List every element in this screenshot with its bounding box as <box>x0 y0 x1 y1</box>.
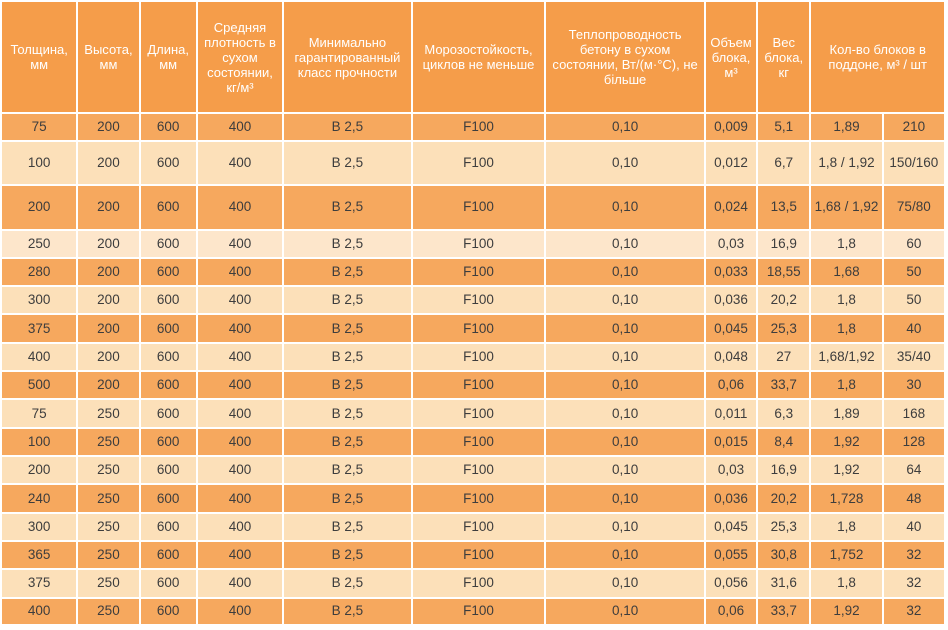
cell-height: 200 <box>78 287 138 313</box>
cell-length: 600 <box>141 599 196 624</box>
cell-block-volume: 0,03 <box>706 231 756 257</box>
cell-pallet-volume: 1,8 <box>811 570 881 596</box>
cell-frost-resistance: F100 <box>413 485 545 511</box>
cell-height: 250 <box>78 599 138 624</box>
cell-density: 400 <box>198 344 282 370</box>
cell-block-weight: 30,8 <box>758 542 809 568</box>
cell-block-volume: 0,036 <box>706 287 756 313</box>
cell-block-weight: 18,55 <box>758 259 809 285</box>
cell-block-volume: 0,045 <box>706 514 756 540</box>
cell-thickness: 250 <box>2 231 76 257</box>
cell-pallet-count: 32 <box>884 542 944 568</box>
cell-block-weight: 6,7 <box>758 142 809 184</box>
cell-pallet-volume: 1,752 <box>811 542 881 568</box>
cell-thermal-conductivity: 0,10 <box>546 114 704 140</box>
cell-block-volume: 0,06 <box>706 599 756 624</box>
table-row <box>2 142 944 184</box>
cell-frost-resistance: F100 <box>413 372 545 398</box>
cell-length: 600 <box>141 142 196 184</box>
col-block-volume-header: Объем блока, м³ <box>706 2 756 112</box>
cell-block-weight: 25,3 <box>758 514 809 540</box>
cell-thermal-conductivity: 0,10 <box>546 485 704 511</box>
cell-block-volume: 0,055 <box>706 542 756 568</box>
cell-strength-class: В 2,5 <box>284 599 411 624</box>
col-density-header: Средняя плотность в сухом состоянии, кг/м³ <box>198 2 282 112</box>
cell-density: 400 <box>198 142 282 184</box>
table-row <box>2 542 944 568</box>
cell-density: 400 <box>198 372 282 398</box>
cell-length: 600 <box>141 344 196 370</box>
cell-pallet-volume: 1,68 <box>811 259 881 285</box>
cell-thickness: 100 <box>2 429 76 455</box>
table-row <box>2 287 944 313</box>
cell-block-volume: 0,012 <box>706 142 756 184</box>
cell-strength-class: В 2,5 <box>284 231 411 257</box>
cell-block-weight: 33,7 <box>758 372 809 398</box>
cell-pallet-count: 40 <box>884 315 944 341</box>
cell-strength-class: В 2,5 <box>284 570 411 596</box>
cell-strength-class: В 2,5 <box>284 186 411 228</box>
cell-pallet-volume: 1,89 <box>811 400 881 426</box>
cell-length: 600 <box>141 485 196 511</box>
cell-block-weight: 13,5 <box>758 186 809 228</box>
cell-pallet-volume: 1,68 / 1,92 <box>811 186 881 228</box>
cell-height: 250 <box>78 542 138 568</box>
cell-pallet-volume: 1,8 <box>811 315 881 341</box>
col-blocks-per-pallet-header: Кол-во блоков в поддоне, м³ / шт <box>811 2 944 112</box>
cell-thermal-conductivity: 0,10 <box>546 186 704 228</box>
cell-thermal-conductivity: 0,10 <box>546 429 704 455</box>
cell-thickness: 375 <box>2 570 76 596</box>
cell-block-weight: 25,3 <box>758 315 809 341</box>
table-row <box>2 485 944 511</box>
cell-pallet-volume: 1,68/1,92 <box>811 344 881 370</box>
cell-pallet-count: 150/160 <box>884 142 944 184</box>
cell-thickness: 200 <box>2 457 76 483</box>
cell-density: 400 <box>198 114 282 140</box>
cell-strength-class: В 2,5 <box>284 429 411 455</box>
cell-thickness: 75 <box>2 400 76 426</box>
cell-strength-class: В 2,5 <box>284 114 411 140</box>
cell-block-volume: 0,048 <box>706 344 756 370</box>
cell-length: 600 <box>141 429 196 455</box>
cell-strength-class: В 2,5 <box>284 400 411 426</box>
cell-pallet-volume: 1,92 <box>811 457 881 483</box>
cell-block-volume: 0,011 <box>706 400 756 426</box>
cell-height: 200 <box>78 259 138 285</box>
cell-length: 600 <box>141 542 196 568</box>
cell-thermal-conductivity: 0,10 <box>546 570 704 596</box>
cell-density: 400 <box>198 186 282 228</box>
cell-density: 400 <box>198 315 282 341</box>
cell-thermal-conductivity: 0,10 <box>546 514 704 540</box>
cell-block-volume: 0,06 <box>706 372 756 398</box>
col-frost-resistance-header: Морозостойкость, циклов не меньше <box>413 2 545 112</box>
cell-height: 250 <box>78 570 138 596</box>
cell-density: 400 <box>198 457 282 483</box>
cell-frost-resistance: F100 <box>413 542 545 568</box>
col-thermal-conductivity-header: Теплопроводность бетону в сухом состоянии, Вт/(м·°С), не більше <box>546 2 704 112</box>
cell-frost-resistance: F100 <box>413 570 545 596</box>
cell-thickness: 300 <box>2 514 76 540</box>
cell-length: 600 <box>141 457 196 483</box>
cell-length: 600 <box>141 287 196 313</box>
cell-thickness: 400 <box>2 599 76 624</box>
cell-thermal-conductivity: 0,10 <box>546 231 704 257</box>
cell-density: 400 <box>198 429 282 455</box>
cell-length: 600 <box>141 114 196 140</box>
cell-block-weight: 27 <box>758 344 809 370</box>
cell-thermal-conductivity: 0,10 <box>546 599 704 624</box>
cell-length: 600 <box>141 514 196 540</box>
cell-pallet-volume: 1,89 <box>811 114 881 140</box>
cell-frost-resistance: F100 <box>413 259 545 285</box>
cell-density: 400 <box>198 514 282 540</box>
cell-strength-class: В 2,5 <box>284 485 411 511</box>
cell-frost-resistance: F100 <box>413 186 545 228</box>
cell-height: 250 <box>78 485 138 511</box>
cell-thickness: 200 <box>2 186 76 228</box>
cell-block-volume: 0,024 <box>706 186 756 228</box>
cell-thermal-conductivity: 0,10 <box>546 400 704 426</box>
cell-height: 200 <box>78 114 138 140</box>
cell-block-weight: 5,1 <box>758 114 809 140</box>
cell-block-weight: 31,6 <box>758 570 809 596</box>
cell-height: 200 <box>78 231 138 257</box>
cell-thickness: 100 <box>2 142 76 184</box>
cell-length: 600 <box>141 315 196 341</box>
cell-pallet-count: 64 <box>884 457 944 483</box>
cell-block-weight: 20,2 <box>758 485 809 511</box>
col-height-header: Высота, мм <box>78 2 138 112</box>
cell-frost-resistance: F100 <box>413 599 545 624</box>
col-block-weight-header: Вес блока, кг <box>758 2 809 112</box>
cell-length: 600 <box>141 570 196 596</box>
cell-pallet-volume: 1,92 <box>811 599 881 624</box>
cell-strength-class: В 2,5 <box>284 542 411 568</box>
cell-frost-resistance: F100 <box>413 142 545 184</box>
cell-pallet-count: 128 <box>884 429 944 455</box>
cell-block-weight: 16,9 <box>758 231 809 257</box>
table-row <box>2 344 944 370</box>
cell-pallet-count: 48 <box>884 485 944 511</box>
cell-pallet-volume: 1,728 <box>811 485 881 511</box>
cell-pallet-count: 40 <box>884 514 944 540</box>
cell-thickness: 75 <box>2 114 76 140</box>
cell-pallet-volume: 1,8 <box>811 231 881 257</box>
cell-length: 600 <box>141 186 196 228</box>
cell-strength-class: В 2,5 <box>284 259 411 285</box>
cell-block-volume: 0,056 <box>706 570 756 596</box>
cell-pallet-count: 168 <box>884 400 944 426</box>
table-row <box>2 599 944 624</box>
col-length-header: Длина, мм <box>141 2 196 112</box>
table-row <box>2 114 944 140</box>
table-body <box>2 114 944 624</box>
cell-density: 400 <box>198 400 282 426</box>
cell-thickness: 500 <box>2 372 76 398</box>
cell-block-weight: 16,9 <box>758 457 809 483</box>
cell-pallet-count: 50 <box>884 287 944 313</box>
cell-height: 250 <box>78 400 138 426</box>
cell-frost-resistance: F100 <box>413 457 545 483</box>
cell-thickness: 280 <box>2 259 76 285</box>
cell-block-weight: 6,3 <box>758 400 809 426</box>
table-row <box>2 429 944 455</box>
cell-height: 250 <box>78 429 138 455</box>
cell-strength-class: В 2,5 <box>284 344 411 370</box>
cell-thermal-conductivity: 0,10 <box>546 315 704 341</box>
cell-pallet-count: 32 <box>884 599 944 624</box>
table-row <box>2 400 944 426</box>
cell-height: 200 <box>78 186 138 228</box>
cell-thermal-conductivity: 0,10 <box>546 344 704 370</box>
cell-pallet-volume: 1,8 / 1,92 <box>811 142 881 184</box>
cell-thermal-conductivity: 0,10 <box>546 372 704 398</box>
cell-thermal-conductivity: 0,10 <box>546 259 704 285</box>
cell-pallet-volume: 1,8 <box>811 287 881 313</box>
cell-pallet-volume: 1,92 <box>811 429 881 455</box>
cell-height: 200 <box>78 372 138 398</box>
cell-frost-resistance: F100 <box>413 287 545 313</box>
cell-thermal-conductivity: 0,10 <box>546 287 704 313</box>
cell-height: 200 <box>78 142 138 184</box>
cell-strength-class: В 2,5 <box>284 372 411 398</box>
cell-block-volume: 0,036 <box>706 485 756 511</box>
table-row <box>2 231 944 257</box>
cell-pallet-volume: 1,8 <box>811 372 881 398</box>
cell-strength-class: В 2,5 <box>284 142 411 184</box>
cell-block-volume: 0,03 <box>706 457 756 483</box>
table-row <box>2 514 944 540</box>
cell-density: 400 <box>198 287 282 313</box>
cell-thermal-conductivity: 0,10 <box>546 542 704 568</box>
cell-frost-resistance: F100 <box>413 514 545 540</box>
cell-pallet-count: 50 <box>884 259 944 285</box>
table-row <box>2 259 944 285</box>
table-row <box>2 372 944 398</box>
cell-thickness: 365 <box>2 542 76 568</box>
cell-block-weight: 20,2 <box>758 287 809 313</box>
cell-length: 600 <box>141 400 196 426</box>
cell-block-weight: 8,4 <box>758 429 809 455</box>
cell-thermal-conductivity: 0,10 <box>546 457 704 483</box>
cell-density: 400 <box>198 570 282 596</box>
cell-pallet-volume: 1,8 <box>811 514 881 540</box>
cell-strength-class: В 2,5 <box>284 514 411 540</box>
cell-thickness: 240 <box>2 485 76 511</box>
cell-frost-resistance: F100 <box>413 231 545 257</box>
cell-length: 600 <box>141 372 196 398</box>
cell-height: 200 <box>78 315 138 341</box>
table-row <box>2 570 944 596</box>
table-row <box>2 457 944 483</box>
cell-thickness: 400 <box>2 344 76 370</box>
cell-block-volume: 0,015 <box>706 429 756 455</box>
table-row <box>2 315 944 341</box>
cell-height: 200 <box>78 344 138 370</box>
cell-density: 400 <box>198 231 282 257</box>
cell-frost-resistance: F100 <box>413 400 545 426</box>
cell-frost-resistance: F100 <box>413 114 545 140</box>
cell-density: 400 <box>198 259 282 285</box>
cell-height: 250 <box>78 457 138 483</box>
col-strength-class-header: Минимально гарантированный класс прочности <box>284 2 411 112</box>
cell-block-weight: 33,7 <box>758 599 809 624</box>
header-row <box>2 2 944 112</box>
cell-frost-resistance: F100 <box>413 429 545 455</box>
cell-strength-class: В 2,5 <box>284 457 411 483</box>
cell-block-volume: 0,045 <box>706 315 756 341</box>
cell-pallet-count: 75/80 <box>884 186 944 228</box>
cell-pallet-count: 210 <box>884 114 944 140</box>
cell-pallet-count: 32 <box>884 570 944 596</box>
cell-length: 600 <box>141 231 196 257</box>
cell-density: 400 <box>198 599 282 624</box>
cell-density: 400 <box>198 485 282 511</box>
cell-pallet-count: 35/40 <box>884 344 944 370</box>
cell-thermal-conductivity: 0,10 <box>546 142 704 184</box>
cell-length: 600 <box>141 259 196 285</box>
cell-pallet-count: 60 <box>884 231 944 257</box>
cell-block-volume: 0,033 <box>706 259 756 285</box>
cell-block-volume: 0,009 <box>706 114 756 140</box>
cell-frost-resistance: F100 <box>413 315 545 341</box>
cell-frost-resistance: F100 <box>413 344 545 370</box>
cell-thickness: 300 <box>2 287 76 313</box>
cell-strength-class: В 2,5 <box>284 315 411 341</box>
cell-pallet-count: 30 <box>884 372 944 398</box>
cell-strength-class: В 2,5 <box>284 287 411 313</box>
cell-density: 400 <box>198 542 282 568</box>
table-row <box>2 186 944 228</box>
cell-thickness: 375 <box>2 315 76 341</box>
col-thickness-header: Толщина, мм <box>2 2 76 112</box>
cell-height: 250 <box>78 514 138 540</box>
